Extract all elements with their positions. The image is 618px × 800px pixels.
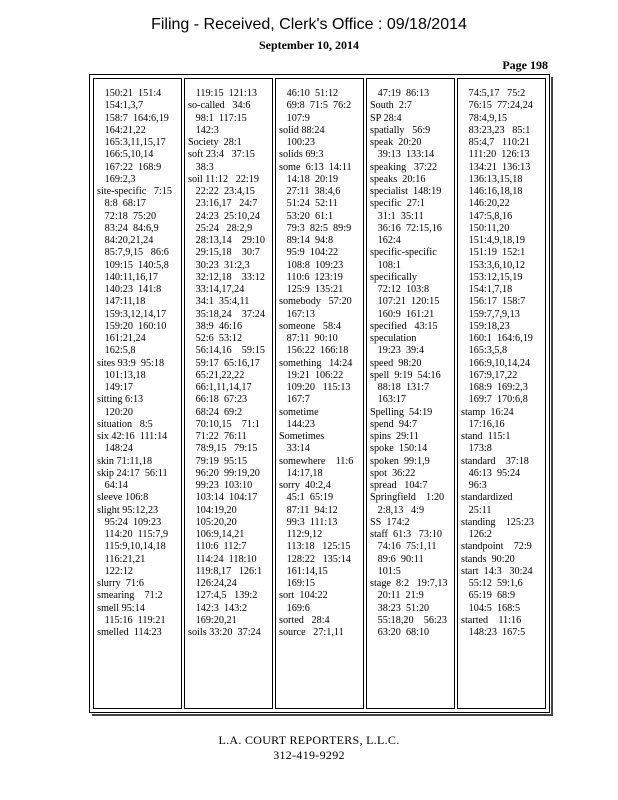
index-entry-line: 105:20,20 — [188, 516, 237, 528]
index-entry-line: 76:15 77:24,24 — [461, 100, 533, 112]
index-entry-line: situation 8:5 — [97, 418, 153, 430]
index-entry-line: source 27:1,11 — [279, 627, 344, 638]
index-entry-line: 169:6 — [279, 602, 310, 614]
index-entry-line: spell 9:19 54:16 — [370, 369, 441, 381]
index-entry-line: 159:3,12,14,17 — [97, 308, 167, 320]
index-entry-line: something 14:24 — [279, 357, 353, 369]
index-entry-line: 65:21,22,22 — [188, 369, 245, 381]
index-entry-line: 169:20,21 — [188, 614, 237, 626]
index-entry-line: 113:18 125:15 — [279, 541, 351, 553]
index-entry-line: standing 125:23 — [461, 516, 535, 528]
index-entry-line: 111:20 126:13 — [461, 149, 530, 161]
index-entry-line: 70:10,15 71:1 — [188, 418, 260, 430]
index-entry-line: specifically — [370, 271, 417, 283]
index-entry-line: standard 37:18 — [461, 455, 529, 467]
index-entry-line: 140:23 141:8 — [97, 284, 162, 295]
index-entry-line: 167:13 — [279, 308, 315, 320]
index-entry-line: speak 20:20 — [370, 137, 422, 148]
index-entry-line: 36:16 72:15,16 — [370, 222, 442, 234]
index-entry-line: 120:20 — [97, 406, 133, 418]
index-entry-line: 74:16 75:1,11 — [370, 541, 437, 553]
index-entry-line: 14:18 20:19 — [279, 173, 339, 185]
index-column-2 — [184, 78, 273, 709]
index-entry-line: 108:1 — [370, 259, 401, 271]
index-entry-line: 151:19 152:1 — [461, 247, 526, 259]
index-entry-line: 99:23 103:10 — [188, 480, 253, 491]
index-entry-line: start 14:3 30:24 — [461, 565, 533, 577]
index-entry-line: stands 90:20 — [461, 553, 515, 565]
index-entry-line: solid 88:24 — [279, 124, 325, 136]
index-entry-line: 87:11 90:10 — [279, 333, 338, 344]
index-entry-line: 159:18,23 — [461, 320, 510, 332]
index-entry-line: 146:16,18,18 — [461, 186, 523, 197]
index-entry-line: sorry 40:2,4 — [279, 480, 331, 491]
index-entry-line: 127:4,5 139:2 — [188, 590, 258, 602]
index-entry-line: 147:5,8,16 — [461, 210, 513, 222]
index-entry-line: 142:3 143:2 — [188, 602, 248, 614]
index-entry-line: 149:17 — [97, 382, 133, 393]
index-entry-line: 38:9 46:16 — [188, 320, 243, 332]
index-entry-line: 147:11,18 — [97, 296, 146, 308]
index-entry-line: stamp 16:24 — [461, 406, 514, 418]
index-entry-line: 79:3 82:5 89:9 — [279, 222, 352, 234]
index-entry-line: 154:1,3,7 — [97, 100, 144, 112]
index-entry-line: 162:4 — [370, 235, 401, 246]
index-entry-line: 144:23 — [279, 418, 315, 430]
index-entry-line: speed 98:20 — [370, 357, 422, 369]
index-entry-line: 150:21 151:4 — [97, 88, 162, 99]
index-entry-line: 169:2,3 — [97, 173, 136, 185]
index-entry-line: 103:14 104:17 — [188, 492, 258, 504]
index-entry-line: 116:21,21 — [97, 553, 146, 565]
index-entry-line: 87:11 94:12 — [279, 504, 338, 516]
index-entry-line: 95:24 109:23 — [97, 516, 162, 528]
index-entry-line: 167:22 168:9 — [97, 161, 162, 173]
index-entry-line: 166:5,10,14 — [97, 149, 154, 161]
index-entry-line: 156:17 158:7 — [461, 296, 526, 308]
index-entry-line: 161:14,15 — [279, 565, 328, 577]
index-entry-line: specified 43:15 — [370, 320, 438, 332]
index-columns — [93, 78, 546, 709]
index-column-4 — [366, 78, 455, 709]
index-entry-line: 114:24 118:10 — [188, 553, 257, 565]
index-entry-line: 47:19 86:13 — [370, 88, 430, 99]
index-entry-line: 140:11,16,17 — [97, 271, 159, 283]
index-column-3 — [275, 78, 364, 709]
index-entry-line: sitting 6:13 — [97, 394, 144, 406]
index-entry-line: 55:18,20 56:23 — [370, 614, 447, 626]
index-entry-line: skip 24:17 56:11 — [97, 467, 168, 479]
footer-company: L.A. COURT REPORTERS, L.L.C. — [218, 733, 400, 747]
index-entry-line: solids 69:3 — [279, 149, 324, 161]
index-entry-line: 56:14,16 59:15 — [188, 345, 265, 357]
index-entry-line: 64:14 — [97, 480, 128, 491]
index-entry-line: sleeve 106:8 — [97, 492, 149, 504]
index-entry-line: 96:20 99:19,20 — [188, 467, 260, 479]
index-entry-line: 46:13 95:24 — [461, 467, 521, 479]
index-entry-line: 173:8 — [461, 443, 492, 455]
index-entry-line: spoke 150:14 — [370, 443, 428, 455]
index-entry-line: smelled 114:23 — [97, 627, 162, 638]
index-entry-line: six 42:16 111:14 — [97, 431, 168, 442]
index-entry-line: 32:12,18 33:12 — [188, 271, 265, 283]
index-entry-line: 126:2 — [461, 529, 492, 540]
index-entry-line: 25:11 — [461, 504, 492, 516]
index-entry-line: 104:5 168:5 — [461, 602, 521, 614]
index-entry-line: 71:22 76:11 — [188, 431, 247, 442]
index-entry-line: sort 104:22 — [279, 590, 328, 602]
index-entry-line: 85:4,7 110:21 — [461, 137, 530, 148]
index-entry-line: smearing 71:2 — [97, 590, 163, 602]
index-entry-line: started 11:16 — [461, 614, 522, 626]
index-entry-line: 160:1 164:6,19 — [461, 333, 533, 344]
index-entry-line: 14:17,18 — [279, 467, 323, 479]
index-entry-line: 150:11,20 — [461, 222, 510, 234]
index-entry-line: 66:1,11,14,17 — [188, 382, 252, 393]
index-entry-line: specific-specific — [370, 247, 437, 259]
index-entry-line: 98:1 117:15 — [188, 112, 247, 124]
index-entry-line: 33:14 — [279, 443, 310, 455]
index-entry-line: 88:18 131:7 — [370, 382, 430, 393]
index-entry-line: speaking 37:22 — [370, 161, 438, 173]
index-entry-line: 110:6 112:7 — [188, 541, 247, 553]
index-entry-line: 53:20 61:1 — [279, 210, 334, 222]
index-entry-line: 104:19,20 — [188, 504, 237, 516]
index-entry-line: 17:16,16 — [461, 418, 505, 430]
index-entry-line: 126:24,24 — [188, 578, 237, 589]
index-entry-line: sites 93:9 95:18 — [97, 357, 165, 369]
index-entry-line: sometime — [279, 406, 319, 418]
index-entry-line: 45:1 65:19 — [279, 492, 334, 504]
index-frame — [89, 74, 550, 713]
index-entry-line: 63:20 68:10 — [370, 627, 430, 638]
hearing-date: September 10, 2014 — [258, 38, 360, 52]
index-entry-line: spread 104:7 — [370, 480, 428, 491]
index-entry-line: so-called 34:6 — [188, 100, 251, 112]
index-entry-line: 107:9 — [279, 112, 310, 124]
index-entry-line: 23:16,17 24:7 — [188, 198, 258, 210]
index-entry-line: 24:23 25:10,24 — [188, 210, 260, 222]
index-entry-line: 146:20,22 — [461, 198, 510, 210]
index-column-5 — [457, 78, 546, 709]
index-entry-line: spot 36:22 — [370, 467, 416, 479]
index-entry-line: 66:18 67:23 — [188, 394, 248, 406]
index-entry-line: 51:24 52:11 — [279, 198, 338, 210]
index-entry-line: standpoint 72:9 — [461, 541, 532, 553]
index-entry-line: 166:9,10,14,24 — [461, 357, 531, 369]
index-entry-line: Spelling 54:19 — [370, 406, 433, 418]
index-entry-line: stage 8:2 19:7,13 — [370, 578, 448, 589]
index-entry-line: 115:16 119:21 — [97, 614, 166, 626]
index-entry-line: 106:9,14,21 — [188, 529, 245, 540]
index-entry-line: 114:20 115:7,9 — [97, 529, 169, 540]
index-entry-line: 168:9 169:2,3 — [461, 382, 528, 393]
index-entry-line: specific 27:1 — [370, 198, 425, 210]
index-entry-line: Society 28:1 — [188, 137, 242, 148]
index-entry-line: 134:21 136:13 — [461, 161, 531, 173]
index-entry-line: 74:5,17 75:2 — [461, 88, 526, 99]
index-entry-line: 100:23 — [279, 137, 315, 148]
index-entry-line: specialist 148:19 — [370, 186, 442, 197]
index-entry-line: 2:8,13 4:9 — [370, 504, 425, 516]
index-entry-line: 46:10 51:12 — [279, 88, 339, 99]
index-entry-line: speaks 20:16 — [370, 173, 426, 185]
index-entry-line: 153:12,15,19 — [461, 271, 523, 283]
index-entry-line: 128:22 135:14 — [279, 553, 351, 565]
index-entry-line: 30:23 31:2,3 — [188, 259, 250, 271]
index-entry-line: 83:23,23 85:1 — [461, 124, 531, 136]
footer-phone: 312-419-9292 — [273, 748, 345, 762]
index-entry-line: 78:4,9,15 — [461, 112, 508, 124]
index-entry-line: 8:8 68:17 — [97, 198, 146, 210]
index-entry-line: 136:13,15,18 — [461, 173, 523, 185]
index-entry-line: South 2:7 — [370, 100, 412, 112]
index-entry-line: spend 94:7 — [370, 418, 417, 430]
index-entry-line: soft 23:4 37:15 — [188, 149, 255, 161]
index-entry-line: spatially 56:9 — [370, 124, 431, 136]
index-entry-line: 68:24 69:2 — [188, 406, 243, 418]
index-entry-line: soil 11:12 22:19 — [188, 173, 259, 185]
index-entry-line: 109:15 140:5,8 — [97, 259, 169, 271]
index-entry-line: 38:3 — [188, 161, 214, 173]
index-entry-line: 31:1 35:11 — [370, 210, 424, 222]
index-entry-line: 164:21,22 — [97, 124, 146, 136]
index-entry-line: SS 174:2 — [370, 516, 410, 528]
index-entry-line: 148:23 167:5 — [461, 627, 526, 638]
index-entry-line: someone 58:4 — [279, 320, 341, 332]
index-entry-line: smell 95:14 — [97, 602, 145, 614]
index-entry-line: sorted 28:4 — [279, 614, 330, 626]
index-entry-line: 99:3 111:13 — [279, 516, 338, 528]
index-entry-line: 165:3,11,15,17 — [97, 137, 166, 148]
index-entry-line: soils 33:20 37:24 — [188, 627, 261, 638]
index-entry-line: 95:9 104:22 — [279, 247, 339, 259]
index-entry-line: 65:19 68:9 — [461, 590, 516, 602]
index-entry-line: 20:11 21:9 — [370, 590, 424, 602]
index-entry-line: 167:7 — [279, 394, 310, 406]
index-entry-line: slurry 71:6 — [97, 578, 144, 589]
index-entry-line: 28:13,14 29:10 — [188, 235, 265, 246]
index-entry-line: site-specific 7:15 — [97, 186, 172, 197]
filing-stamp: Filing - Received, Clerk's Office : 09/18/2014 — [151, 16, 467, 33]
index-entry-line: somebody 57:20 — [279, 296, 352, 308]
index-entry-line: 158:7 164:6,19 — [97, 112, 169, 124]
index-entry-line: 156:22 166:18 — [279, 345, 349, 357]
index-entry-line: 59:17 65:16,17 — [188, 357, 260, 369]
index-entry-line: 109:20 115:13 — [279, 382, 351, 393]
index-entry-line: skin 71:11,18 — [97, 455, 153, 467]
index-entry-line: 167:9,17,22 — [461, 369, 518, 381]
index-entry-line: 27:11 38:4,6 — [279, 186, 341, 197]
index-entry-line: 69:8 71:5 76:2 — [279, 100, 352, 112]
index-entry-line: 161:21,24 — [97, 333, 146, 344]
index-entry-line: 96:3 — [461, 480, 487, 491]
index-entry-line: 79:19 95:15 — [188, 455, 248, 467]
index-entry-line: 108:8 109:23 — [279, 259, 344, 271]
index-entry-line: 34:1 35:4,11 — [188, 296, 250, 308]
index-entry-line: 72:12 103:8 — [370, 284, 430, 295]
index-entry-line: 119:15 121:13 — [188, 88, 257, 99]
index-entry-line: 154:1,7,18 — [461, 284, 513, 295]
index-entry-line: 89:14 94:8 — [279, 235, 334, 246]
index-entry-line: 169:15 — [279, 578, 315, 589]
index-entry-line: 39:13 133:14 — [370, 149, 435, 161]
index-entry-line: 142:3 — [188, 124, 219, 136]
index-entry-line: 159:7,7,9,13 — [461, 308, 520, 320]
index-entry-line: 38:23 51:20 — [370, 602, 430, 614]
index-entry-line: some 6:13 14:11 — [279, 161, 352, 173]
index-entry-line: 160:9 161:21 — [370, 308, 435, 320]
index-entry-line: 125:9 135:21 — [279, 284, 344, 295]
index-entry-line: 78:9,15 79:15 — [188, 443, 258, 455]
index-entry-line: standardized — [461, 492, 513, 504]
index-column-1 — [93, 78, 182, 709]
index-entry-line: 19:23 39:4 — [370, 345, 425, 357]
index-entry-line: 83:24 84:6,9 — [97, 222, 159, 234]
index-entry-line: slight 95:12,23 — [97, 504, 159, 516]
index-entry-line: 148:24 — [97, 443, 133, 455]
index-entry-line: 153:3,6,10,12 — [461, 259, 525, 271]
page-number: Page 198 — [502, 58, 548, 72]
index-entry-line: 33:14,17,24 — [188, 284, 245, 295]
index-entry-line: 19:21 106:22 — [279, 369, 344, 381]
index-entry-line: 85:7,9,15 86:6 — [97, 247, 169, 259]
index-entry-line: 89:6 90:11 — [370, 553, 424, 565]
index-entry-line: stand 115:1 — [461, 431, 511, 442]
index-entry-line: 151:4,9,18,19 — [461, 235, 525, 246]
index-entry-line: 110:6 123:19 — [279, 271, 343, 283]
index-entry-line: 22:22 23:4,15 — [188, 186, 255, 197]
index-entry-line: 72:18 75:20 — [97, 210, 157, 222]
index-entry-line: 55:12 59:1,6 — [461, 578, 523, 589]
index-entry-line: 165:3,5,8 — [461, 345, 508, 357]
index-entry-line: 122:12 — [97, 565, 133, 577]
index-entry-line: 52:6 53:12 — [188, 333, 243, 344]
index-entry-line: 162:5,8 — [97, 345, 136, 357]
index-entry-line: SP 28:4 — [370, 112, 402, 124]
index-entry-line: somewhere 11:6 — [279, 455, 354, 467]
index-entry-line: 159:20 160:10 — [97, 320, 167, 332]
index-entry-line: 84:20,21,24 — [97, 235, 154, 246]
index-entry-line: 163:17 — [370, 394, 406, 406]
index-entry-line: 107:21 120:15 — [370, 296, 440, 308]
index-entry-line: 35:18,24 37:24 — [188, 308, 265, 320]
index-entry-line: 29:15,18 30:7 — [188, 247, 260, 259]
index-entry-line: 112:9,12 — [279, 529, 323, 540]
index-entry-line: staff 61:3 73:10 — [370, 529, 442, 540]
index-entry-line: 101:5 — [370, 565, 401, 577]
index-entry-line: 101:13,18 — [97, 369, 146, 381]
index-entry-line: Springfield 1:20 — [370, 492, 445, 504]
index-entry-line: speculation — [370, 333, 417, 344]
index-entry-line: 25:24 28:2,9 — [188, 222, 253, 234]
index-entry-line: spoken 99:1,9 — [370, 455, 430, 467]
index-entry-line: 115:9,10,14,18 — [97, 541, 166, 553]
index-entry-line: spins 29:11 — [370, 431, 419, 442]
index-entry-line: 119:8,17 126:1 — [188, 565, 263, 577]
index-entry-line: 169:7 170:6,8 — [461, 394, 528, 406]
index-entry-line: Sometimes — [279, 431, 325, 442]
